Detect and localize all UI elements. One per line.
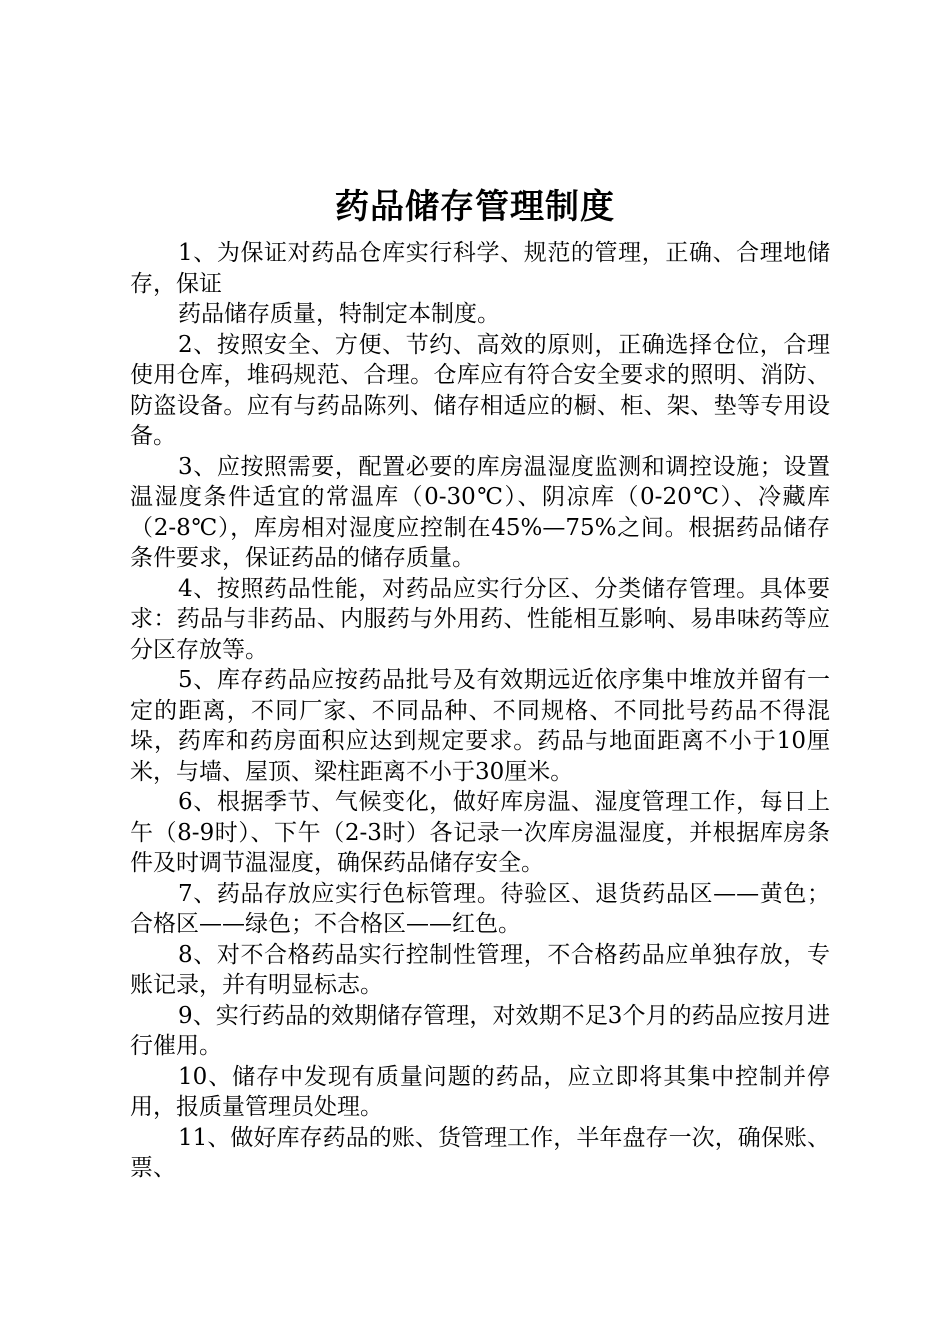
- paragraph-6: 6、根据季节、气候变化，做好库房温、湿度管理工作，每日上午（8-9时）、下午（2-3时）各记录一次库房温湿度，并根据库房条件及时调节温湿度，确保药品储存安全。: [130, 789, 830, 876]
- paragraph-8: 8、对不合格药品实行控制性管理，不合格药品应单独存放，专账记录，并有明显标志。: [130, 941, 830, 998]
- paragraph-10: 10、储存中发现有质量问题的药品，应立即将其集中控制并停用，报质量管理员处理。: [130, 1063, 830, 1120]
- paragraph-11: 11、做好库存药品的账、货管理工作，半年盘存一次，确保账、票、: [130, 1124, 830, 1181]
- paragraph-9: 9、实行药品的效期储存管理，对效期不足3个月的药品应按月进行催用。: [130, 1002, 830, 1059]
- paragraph-4: 4、按照药品性能，对药品应实行分区、分类储存管理。具体要求：药品与非药品、内服药与外用药、性能相互影响、易串味药等应分区存放等。: [130, 575, 830, 663]
- paragraph-5: 5、库存药品应按药品批号及有效期远近依序集中堆放并留有一定的距离，不同厂家、不同品种、不同规格、不同批号药品不得混垛，药库和药房面积应达到规定要求。药品与地面距离不小于10厘米，与墙、屋顶、梁柱距离不小于30厘米。: [130, 667, 830, 785]
- document-body: [130, 238, 830, 1184]
- paragraph-1-continued: 药品储存质量，特制定本制度。: [178, 301, 500, 327]
- document-title: 药品储存管理制度: [335, 187, 615, 227]
- paragraph-2: 2、按照安全、方便、节约、高效的原则，正确选择仓位，合理使用仓库，堆码规范、合理。仓库应有符合安全要求的照明、消防、防盗设备。应有与药品陈列、储存相适应的橱、柜、架、垫等专用设备。: [130, 331, 830, 449]
- paragraph-1: 1、为保证对药品仓库实行科学、规范的管理，正确、合理地储存，保证: [130, 240, 830, 297]
- paragraph-7: 7、药品存放应实行色标管理。待验区、退货药品区——黄色；合格区——绿色；不合格区——红色。: [130, 880, 830, 937]
- paragraph-3: 3、应按照需要，配置必要的库房温湿度监测和调控设施；设置温湿度条件适宜的常温库（0-30℃）、阴凉库（0-20℃）、冷藏库（2-8℃），库房相对湿度应控制在45%—75%之间。根据药品储存条件要求，保证药品的储存质量。: [130, 453, 830, 571]
